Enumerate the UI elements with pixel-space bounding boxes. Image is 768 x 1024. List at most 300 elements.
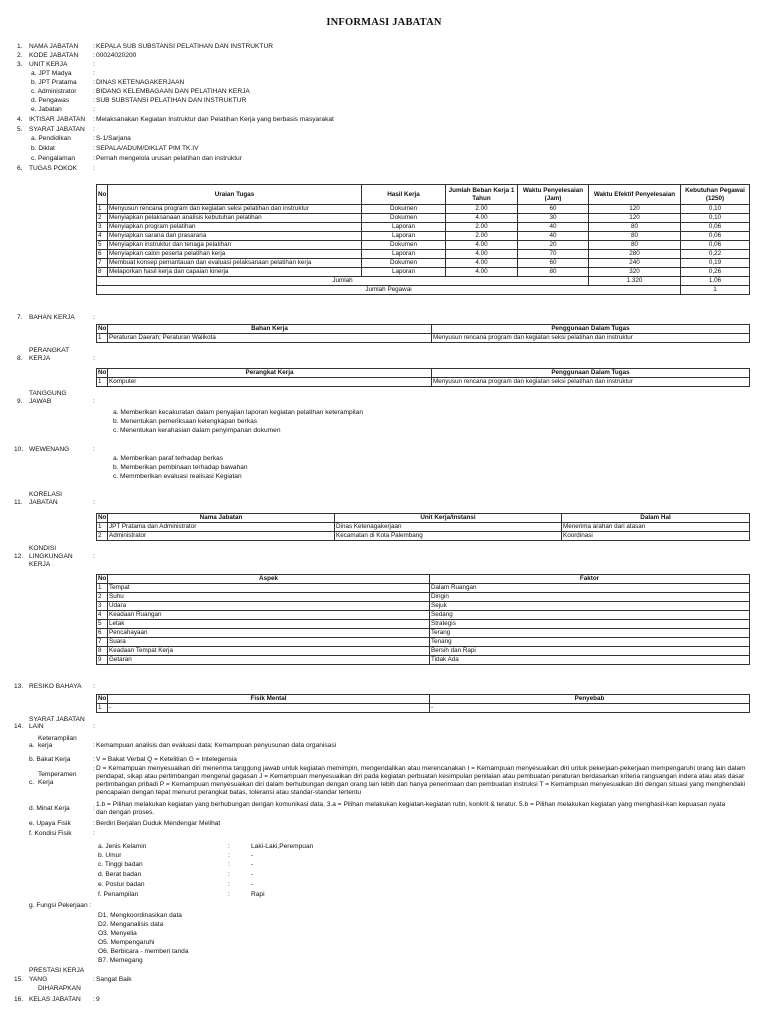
cell: JPT Pratama dan Administrator [108, 523, 335, 532]
cell: Tidak Ada [430, 656, 750, 665]
cell: 2 [97, 214, 108, 223]
cell: 0,06 [681, 241, 750, 250]
fungsi-pekerjaan-label: g. Fungsi Pekerjaan : [29, 902, 92, 909]
list-item: O3. Menyelia [98, 930, 137, 937]
colon: : [93, 766, 95, 773]
colon: : [93, 314, 95, 321]
cell: Pencahayaan [108, 629, 430, 638]
header-cell: Perangkat Kerja [108, 369, 432, 378]
table-header-row [97, 185, 750, 205]
table-row [97, 602, 750, 611]
list-item: D1. Mengkoordinasikan data [98, 912, 182, 919]
header-cell: Kebutuhan Pegawai (1250) [681, 185, 750, 205]
cell: 20 [518, 241, 589, 250]
header-cell: No [98, 575, 107, 582]
row-label: d. Minat Kerja [29, 805, 70, 812]
cell: 2 [97, 593, 108, 602]
item-label: BAHAN KERJA [29, 314, 75, 321]
colon: : [228, 861, 230, 868]
cell: 4.00 [446, 241, 518, 250]
colon: : [93, 830, 95, 837]
table-row [97, 214, 750, 223]
cell: Dinas Ketenagakerjaan [335, 523, 562, 532]
cell: 1 [97, 378, 108, 387]
item-number: 9. [17, 398, 23, 405]
colon: : [93, 553, 95, 560]
cell: 40 [518, 223, 589, 232]
table-header-row [97, 325, 750, 334]
table-header-row [97, 369, 750, 378]
item-number: 16. [14, 996, 24, 1003]
cell: 4 [97, 611, 108, 620]
cell: 30 [518, 214, 589, 223]
header-cell: Bahan Kerja [108, 325, 432, 334]
header-cell: Faktor [430, 575, 750, 584]
item-value: 00024020200 [96, 52, 137, 59]
table-row [97, 334, 750, 343]
item-label: KELAS JABATAN [29, 996, 81, 1003]
header-cell: Penggunaan Dalam Tugas [432, 325, 750, 334]
row-value: SUB SUBSTANSI PELATIHAN DAN INSTRUKTUR [96, 97, 247, 104]
cell: 6 [97, 250, 108, 259]
cell: Laporan [362, 223, 446, 232]
item-number: 4. [17, 116, 23, 123]
row-label: e. Upaya Fisik [29, 820, 71, 827]
item-label: SYARAT JABATAN [29, 126, 85, 133]
list-item: O6. Berbicara - memberi tanda [98, 948, 189, 955]
item-label: KORELASI [29, 491, 62, 498]
cell: Menyiapkan pelaksanaan analisis kebutuhan pelatihan [108, 214, 362, 223]
row-label: a. Jenis Kelamin [98, 843, 147, 850]
row-value: Pernah mengelola urusan pelatihan dan instruktur [96, 155, 242, 162]
table-row [97, 584, 750, 593]
colon: : [93, 820, 95, 827]
row-label: e. Postur badan [98, 881, 145, 888]
item-number: 11. [14, 499, 23, 506]
colon: : [93, 88, 95, 95]
colon: : [93, 742, 95, 749]
cell: - [108, 704, 430, 713]
cell: Laporan [362, 232, 446, 241]
cell: Administrator [108, 532, 335, 541]
resiko-table [96, 694, 750, 713]
header-cell: Aspek [108, 575, 430, 584]
colon: : [93, 446, 95, 453]
cell: 60 [518, 205, 589, 214]
item-label: RESIKO BAHAYA [29, 683, 82, 690]
cell: Menyiapkan program pelatihan [108, 223, 362, 232]
item-number: 14. [14, 723, 24, 730]
perangkat-kerja-table [96, 368, 750, 387]
cell: 3 [97, 602, 108, 611]
cell: 0,22 [681, 250, 750, 259]
list-item: D2. Menganalisis data [98, 921, 164, 928]
colon: : [228, 852, 230, 859]
cell: 5 [97, 241, 108, 250]
colon: : [93, 106, 95, 113]
cell: Tenang [430, 638, 750, 647]
cell: 0,10 [681, 214, 750, 223]
cell: 0,06 [681, 223, 750, 232]
header-cell: No [98, 369, 107, 376]
header-cell: Nama Jabatan [108, 514, 335, 523]
row-value: - [251, 861, 254, 868]
cell: Membuat konsep pemantauan dan evaluasi pelaksanaan pelatihan kerja [108, 259, 362, 268]
list-item: O5. Mempengaruhi [98, 939, 155, 946]
item-label: YANG [29, 976, 48, 983]
cell: 7 [97, 638, 108, 647]
row-label: b. Umur [98, 852, 122, 859]
colon: : [93, 135, 95, 142]
cell: Melaporkan hasil kerja dan capaian kinerja [108, 268, 362, 277]
cell: 80 [589, 223, 681, 232]
item-number: 6. [17, 165, 23, 172]
table-row [97, 620, 750, 629]
cell: 4.00 [446, 250, 518, 259]
colon: : [93, 683, 95, 690]
item-label: TUGAS POKOK [29, 165, 77, 172]
cell: 1 [97, 704, 108, 713]
cell: 3 [97, 223, 108, 232]
cell: 9 [97, 656, 108, 665]
cell: 2.00 [446, 205, 518, 214]
cell: 8 [97, 268, 108, 277]
cell: Dokumen [362, 205, 446, 214]
row-value: - [251, 881, 254, 888]
item-label: NAMA JABATAN [29, 43, 79, 50]
item-number: 2. [17, 52, 23, 59]
list-item: a. Memberikan paraf terhadap berkas [113, 455, 223, 462]
colon: : [93, 116, 95, 123]
colon: : [93, 398, 95, 405]
cell: 70 [518, 250, 589, 259]
header-cell: Waktu Penyelesaian (Jam) [518, 185, 589, 205]
header-cell: Penyebab [430, 695, 750, 704]
item-number: 5. [17, 126, 23, 133]
item-number: 7. [17, 314, 23, 321]
colon: : [93, 355, 95, 362]
cell: 1 [97, 523, 108, 532]
item-label: KONDISI [29, 545, 57, 552]
row-value: SEPALA/ADUM/DIKLAT PIM TK.IV [96, 145, 199, 152]
colon: : [228, 881, 230, 888]
colon: : [93, 70, 95, 77]
item-label: LAIN [29, 723, 44, 730]
cell: Koordinasi [562, 532, 750, 541]
row-label: Temperamen [38, 771, 77, 778]
table-header-row [97, 695, 750, 704]
item-label: PERANGKAT [29, 347, 70, 354]
cell: - [430, 704, 750, 713]
cell: 0,10 [681, 205, 750, 214]
item-label: JAWAB [29, 398, 52, 405]
cell: 2.00 [446, 223, 518, 232]
table-row [97, 378, 750, 387]
cell: Menyusun rencana program dan kegiatan seksi pelatihan dan instruktur [108, 205, 362, 214]
cell: Laporan [362, 250, 446, 259]
colon: : [93, 52, 95, 59]
row-label: b. Bakat Kerja [29, 756, 71, 763]
table-row [97, 656, 750, 665]
list-item: c. Memmberikan evaluasi realisasi Kegiatan [113, 473, 242, 480]
colon: : [93, 996, 95, 1003]
cell: 4 [97, 232, 108, 241]
cell: Laporan [362, 268, 446, 277]
table-row [97, 268, 750, 277]
jumlah-pegawai-label: Jumlah Pegawai [97, 286, 681, 295]
row-value: Kemampuan analisis dan evaluasi data; Kemampuan penyusunan data organisasi [96, 742, 337, 749]
table-row [97, 638, 750, 647]
table-row [97, 250, 750, 259]
table-row [97, 241, 750, 250]
korelasi-table [96, 513, 750, 541]
colon: : [228, 871, 230, 878]
item-label: IKTISAR JABATAN [29, 116, 86, 123]
cell: 1 [97, 205, 108, 214]
kondisi-table [96, 574, 750, 665]
cell: 80 [589, 241, 681, 250]
cell: Menyiapkan sarana dan prasarana [108, 232, 362, 241]
cell: Menyiapkan instruktur dan tenaga pelatihan [108, 241, 362, 250]
item-number: 15. [14, 976, 24, 983]
table-row [97, 704, 750, 713]
colon: : [93, 145, 95, 152]
colon: : [93, 97, 95, 104]
list-item: a. Memberikan kecakuratan dalam penyajian laporan kegiatan pelatihan keterampilan [113, 409, 363, 416]
table-header-row [97, 575, 750, 584]
header-cell: Jumlah Beban Kerja 1 Tahun [446, 185, 518, 205]
row-label: b. Diklat [31, 145, 55, 152]
row-label: d. Berat badan [98, 871, 142, 878]
cell: 5 [97, 620, 108, 629]
cell: 320 [589, 268, 681, 277]
row-marker: c. [29, 779, 35, 786]
header-cell: No [97, 185, 108, 205]
item-label: WEWENANG [29, 446, 70, 453]
header-cell: Waktu Efektif Penyelesaian [589, 185, 681, 205]
row-value: S-1/Sarjana [96, 135, 131, 142]
header-cell: Dalam Hal [562, 514, 750, 523]
header-cell: No [98, 514, 107, 521]
cell: Sejuk [430, 602, 750, 611]
item-number: 3. [17, 61, 23, 68]
row-label: kerja [38, 742, 53, 749]
list-item: b. Menentukan pemeriksaan kelengkapan berkas [113, 418, 258, 425]
row-value: Berdiri Berjalan Duduk Mendengar Melihat [96, 820, 221, 827]
item-label: LINGKUNGAN [29, 553, 73, 560]
row-label: d. Pengawas [31, 97, 70, 104]
cell: 8 [97, 647, 108, 656]
table-row [97, 259, 750, 268]
jumlah-pegawai-row [97, 286, 750, 295]
jumlah-waktu: 1.320 [589, 277, 681, 286]
cell: Strategis [430, 620, 750, 629]
colon: : [93, 43, 95, 50]
item-value: KEPALA SUB SUBSTANSI PELATIHAN DAN INSTRUKTUR [96, 43, 273, 50]
cell: Sedang [430, 611, 750, 620]
tugas-table [96, 184, 750, 295]
minat-value: 1.b = Pilihan melakukan kegiatan yang berhubungan dengan komunikasi data. 3.a = Pilihan melakukan kegiatan-kegiatan rutin, konkrit & teratur. 5.b = Pilihan melakukan kegiatan yang menghasil-kan kepuasan nyata dan dengan proses. [96, 801, 726, 816]
cell: 0,06 [681, 232, 750, 241]
jumlah-label: Jumlah [97, 277, 589, 286]
item-value: 9 [96, 996, 100, 1003]
cell: Dokumen [362, 259, 446, 268]
cell: 7 [97, 259, 108, 268]
cell: Dokumen [362, 214, 446, 223]
row-value: Rapi [251, 891, 265, 898]
item-label: KERJA [29, 355, 51, 362]
row-value: Laki-Laki,Perempuan [251, 843, 314, 850]
table-row [97, 629, 750, 638]
row-label: c. Tinggi badan [98, 861, 143, 868]
cell: Letak [108, 620, 430, 629]
cell: 1 [97, 334, 108, 343]
header-cell: Penggunaan Dalam Tugas [432, 369, 750, 378]
header-cell: No [98, 695, 107, 702]
row-value: - [251, 852, 254, 859]
cell: Udara [108, 602, 430, 611]
cell: Dalam Ruangan [430, 584, 750, 593]
row-label: c. Pengalaman [31, 155, 75, 162]
item-number: 13. [14, 683, 24, 690]
cell: 60 [518, 259, 589, 268]
jumlah-row [97, 277, 750, 286]
table-row [97, 205, 750, 214]
cell: Dingin [430, 593, 750, 602]
table-row [97, 232, 750, 241]
table-row [97, 611, 750, 620]
colon: : [93, 499, 95, 506]
row-value: DINAS KETENAGAKERJAAN [96, 79, 185, 86]
header-cell: Hasil Kerja [362, 185, 446, 205]
colon: : [93, 805, 95, 812]
row-value: V = Bakat Verbal Q = Ketelitian G = Intelegensia [96, 756, 237, 763]
cell: 240 [589, 259, 681, 268]
cell: Suara [108, 638, 430, 647]
item-number: 10. [14, 446, 24, 453]
cell: 120 [589, 205, 681, 214]
cell: 280 [589, 250, 681, 259]
document-title: INFORMASI JABATAN [326, 17, 442, 28]
cell: Menyusun rencana program dan kegiatan seksi pelatihan dan instruktur [432, 334, 750, 343]
colon: : [93, 756, 95, 763]
cell: Peraturan Daerah; Peraturan Walikota [108, 334, 432, 343]
cell: 80 [589, 232, 681, 241]
cell: Kecamatan di Kota Palembang [335, 532, 562, 541]
colon: : [228, 891, 230, 898]
row-value: BIDANG KELEMBAGAAN DAN PELATIHAN KERJA [96, 88, 250, 95]
cell: 4.00 [446, 259, 518, 268]
cell: 120 [589, 214, 681, 223]
cell: 0,26 [681, 268, 750, 277]
cell: Menerima arahan dari atasan [562, 523, 750, 532]
table-row [97, 647, 750, 656]
list-item: c. Menentukan kerahasian dalam penyimpanan dokumen [113, 427, 281, 434]
list-item: b. Memberikan pembinaan terhadap bawahan [113, 464, 248, 471]
item-value: Melaksanakan Kegiatan Instruktur dan Pelatihan Kerja yang berbasis masyarakat [96, 116, 334, 123]
item-label: KODE JABATAN [29, 52, 79, 59]
cell: Bersih dan Rapi [430, 647, 750, 656]
table-header-row [97, 514, 750, 523]
row-label: Keterampilan [38, 735, 77, 742]
jumlah-kebutuhan: 1,06 [681, 277, 750, 286]
row-label: c. Administrator [31, 88, 77, 95]
cell: 40 [518, 232, 589, 241]
cell: Komputer [108, 378, 432, 387]
cell: Terang [430, 629, 750, 638]
cell: Suhu [108, 593, 430, 602]
bahan-kerja-table [96, 324, 750, 343]
row-label: b. JPT Pratama [31, 79, 77, 86]
colon: : [93, 165, 95, 172]
colon: : [93, 976, 95, 983]
cell: Menyiapkan calon peserta pelatihan kerja [108, 250, 362, 259]
colon: : [228, 843, 230, 850]
cell: Keadaan Ruangan [108, 611, 430, 620]
colon: : [93, 126, 95, 133]
table-row [97, 223, 750, 232]
item-label: KERJA [29, 561, 51, 568]
cell: 4.00 [446, 214, 518, 223]
row-marker: a. [29, 742, 35, 749]
row-label: a. Pendidikan [31, 135, 71, 142]
cell: 4.00 [446, 268, 518, 277]
table-row [97, 532, 750, 541]
colon: : [93, 723, 95, 730]
item-number: 8. [17, 355, 23, 362]
cell: Tempat [108, 584, 430, 593]
row-label: a. JPT Madya [31, 70, 72, 77]
item-label: SYARAT JABATAN [29, 716, 85, 723]
item-number: 1. [17, 43, 23, 50]
header-cell: Uraian Tugas [108, 185, 362, 205]
row-label: Kerja [38, 779, 54, 786]
header-cell: Unit Kerja/Instansi [335, 514, 562, 523]
header-cell: Fisik Mental [108, 695, 430, 704]
item-label: DIHARAPKAN [38, 985, 81, 992]
cell: Keadaan Tempat Kerja [108, 647, 430, 656]
colon: : [93, 61, 95, 68]
item-value: Sangat Baik [96, 976, 132, 983]
cell: 80 [518, 268, 589, 277]
item-label: TANGGUNG [29, 390, 67, 397]
cell: 0,19 [681, 259, 750, 268]
colon: : [93, 155, 95, 162]
row-value: - [251, 871, 254, 878]
colon: : [93, 79, 95, 86]
item-number: 12. [14, 553, 24, 560]
cell: Getaran [108, 656, 430, 665]
cell: 1 [97, 584, 108, 593]
temperamen-value: D = Kemampuan menyesuaikan diri menerima tanggung jawab untuk kegiatan memimpin, mengendalikan atau merencanakan I = Kemampuan menyesuaikan diri untuk pekerjaan-pekerjaan mempengaruhi orang lain dalam pendapat, sikap atau pertimbangan mengenal gagasan J = Kemampuan menyesuaikan diri pada kegiatan perbuatan kesimpulan penilaian atau pembuatan peraturan berdasarkan kriteria rangsangan indera atau atas dasar pertimbangan pribadi P = Kemampuan menyesuaikan diri dalam berhubungan dengan orang lain lebih dari hanya penerimaan dan pembuatan instruksi T = Kemampuan menyesuaikan diri dengan situasi yang menghendaki pencapaian dengan tepat menurut perangkat batas, toleransi atau standar-standar tertentu [96, 765, 746, 796]
table-row [97, 593, 750, 602]
cell: Dokumen [362, 241, 446, 250]
item-label: UNIT KERJA [29, 61, 68, 68]
table-row [97, 523, 750, 532]
cell: 2 [97, 532, 108, 541]
row-label: f. Kondisi Fisik [29, 830, 72, 837]
row-label: f. Penampilan [98, 891, 139, 898]
item-label: JABATAN [29, 499, 58, 506]
cell: 6 [97, 629, 108, 638]
row-label: e. Jabatan [31, 106, 62, 113]
cell: Menyusun rencana program dan kegiatan seksi pelatihan dan instruktur [432, 378, 750, 387]
header-cell: No [98, 325, 107, 332]
jumlah-pegawai-value: 1 [681, 286, 750, 295]
list-item: B7. Memegang [98, 957, 143, 964]
item-label: PRESTASI KERJA [29, 967, 85, 974]
cell: 2.00 [446, 232, 518, 241]
